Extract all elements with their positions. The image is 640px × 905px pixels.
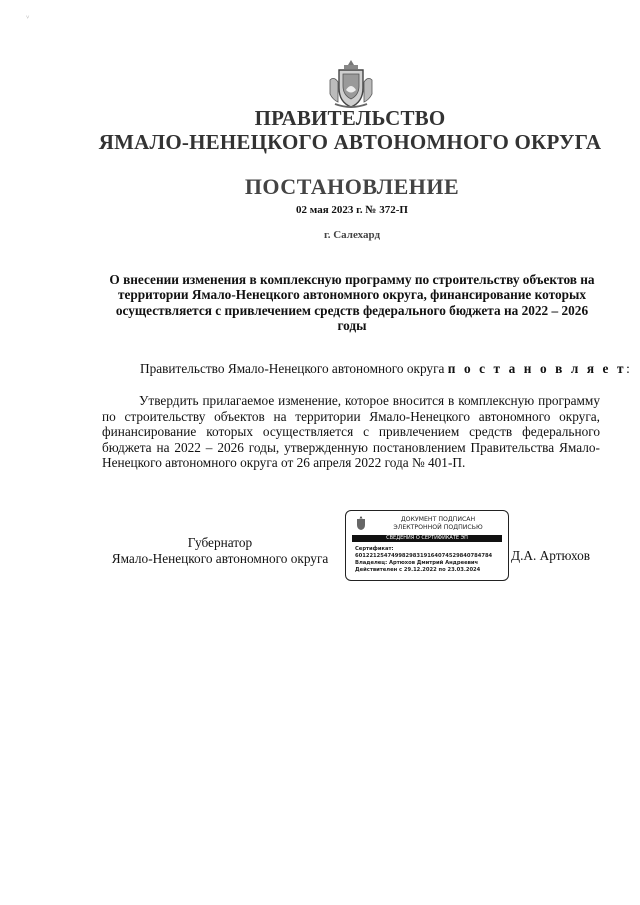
signatory-title [102,535,338,567]
signer-name: Д.А. Артюхов [511,548,591,563]
stamp-heading-line1: ДОКУМЕНТ ПОДПИСАН [400,516,476,523]
stamp-heading-line2: ЭЛЕКТРОННОЙ ПОДПИСЬЮ [393,523,483,531]
preamble-text: Правительство Ямало-Ненецкого автономного округа [140,361,445,376]
scan-mark: ˅ [26,15,30,21]
stamp-certificate-bar: СВЕДЕНИЯ О СЕРТИФИКАТЕ ЭП [352,535,502,542]
org-name-line1: ПРАВИТЕЛЬСТВО [254,106,446,130]
electronic-signature-stamp [345,510,509,581]
preamble-colon: : [626,361,630,376]
stamp-owner: Владелец: Артюхов Дмитрий Андреевич [355,560,479,566]
document-body: Утвердить прилагаемое изменение, которое вносится в комплексную программу по строительству объектов на территории Ямало-Ненецкого автономного округа, финансирование которых осуществляется с привлечением средств федерального бюджета на 2022 – 2026 годы, утвержденную постановлением Правительства Ямало-Ненецкого автономного округа от 26 апреля 2022 года № 401-П. [102,393,600,471]
stamp-emblem-icon [355,516,367,531]
preamble-decree-word: п о с т а н о в л я е т [447,361,627,376]
coat-of-arms-icon [327,58,375,110]
signatory-title-line2: Ямало-Ненецкого автономного округа [111,551,329,566]
document-type: ПОСТАНОВЛЕНИЕ [244,174,460,199]
preamble [140,361,630,377]
stamp-heading [372,516,504,532]
stamp-cert-label: Сертификат: [355,546,394,552]
document-subject: О внесении изменения в комплексную программу по строительству объектов на территории Ямало-Ненецкого автономного округа, финансирование которых осуществляется с привлечением средств федерального бюджета на 2022 – 2026 годы [109,272,595,334]
stamp-cert-value: 60122125474998298319164074529840784784 [355,553,493,559]
document-city: г. Салехард [323,229,381,241]
signatory-title-line1: Губернатор [187,535,253,550]
document-date-number: 02 мая 2023 г. № 372-П [296,204,408,216]
stamp-validity: Действителен с 29.12.2022 по 23.03.2024 [355,567,481,573]
org-name-line2: ЯМАЛО-НЕНЕЦКОГО АВТОНОМНОГО ОКРУГА [98,130,602,154]
